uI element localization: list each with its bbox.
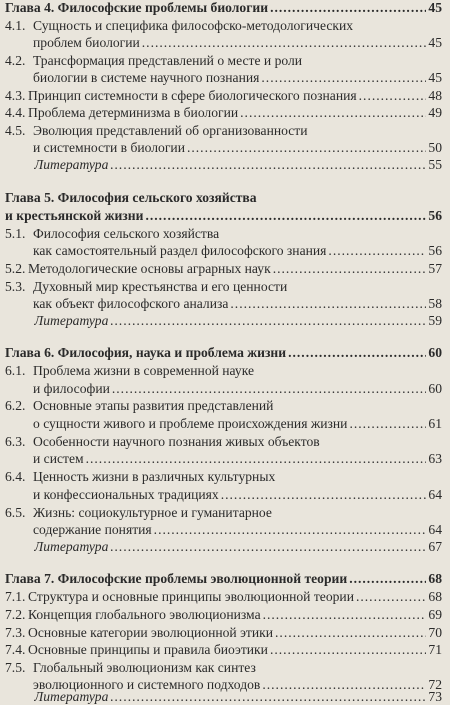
entry-number: 4.2.: [5, 53, 26, 68]
page-number: 49: [428, 105, 442, 120]
toc-entry-6-2-cont[interactable]: [33, 416, 442, 432]
entry-title: Жизнь: социокультурное и гуманитарное: [33, 505, 272, 520]
entry-number: 7.4.: [5, 642, 26, 657]
toc-entry-7-2[interactable]: [0, 607, 450, 623]
entry-title: и системности в биологии: [33, 140, 185, 155]
chapter-4-heading[interactable]: [5, 0, 442, 16]
dot-leader: [187, 140, 426, 156]
toc-entry-4-1-cont[interactable]: [33, 35, 442, 51]
dot-leader: [328, 243, 426, 259]
dot-leader: [273, 261, 427, 277]
dot-leader: [221, 487, 427, 503]
page-number: 71: [428, 642, 442, 657]
page-number: 56: [428, 208, 442, 223]
literature-entry-ch4[interactable]: [34, 157, 442, 173]
entry-title: Эволюция представлений об организованности: [33, 123, 308, 138]
page-number: 64: [428, 522, 442, 537]
entry-title: Особенности научного познания живых объектов: [33, 434, 320, 449]
entry-title: Методологические основы аграрных наук: [28, 261, 271, 276]
dot-leader: [86, 451, 427, 467]
entry-number: 5.1.: [5, 226, 26, 241]
entry-number: 6.2.: [5, 398, 26, 413]
literature-entry-ch5[interactable]: [34, 313, 442, 329]
toc-entry-6-5-cont[interactable]: [33, 522, 442, 538]
literature-entry-ch6[interactable]: [34, 539, 442, 555]
page-number: 60: [428, 381, 442, 396]
dot-leader: [154, 522, 427, 538]
dot-leader: [270, 0, 426, 16]
dot-leader: [110, 689, 426, 705]
entry-title: биологии в системе научного познания: [33, 70, 260, 85]
entry-title: Философия сельского хозяйства: [33, 226, 220, 241]
chapter-title: Глава 5. Философия сельского хозяйства: [5, 190, 257, 205]
page-number: 68: [428, 571, 442, 586]
entry-title: Сущность и специфика философско-методологических: [33, 18, 354, 33]
entry-title: содержание понятия: [33, 522, 152, 537]
dot-leader: [349, 416, 426, 432]
page-number: 50: [428, 140, 442, 155]
dot-leader: [356, 589, 426, 605]
toc-entry-5-1-cont[interactable]: [33, 243, 442, 259]
entry-title: как самостоятельный раздел философского знания: [33, 243, 327, 258]
dot-leader: [349, 571, 426, 587]
entry-number: 6.1.: [5, 363, 26, 378]
chapter-title: Глава 4. Философские проблемы биологии: [5, 0, 269, 15]
dot-leader: [275, 625, 426, 641]
dot-leader: [145, 208, 426, 224]
chapter-7-heading[interactable]: [5, 571, 442, 587]
literature-label: Литература: [34, 539, 109, 554]
chapter-6-heading[interactable]: [5, 345, 442, 361]
literature-entry-ch7[interactable]: [34, 689, 442, 705]
dot-leader: [359, 88, 427, 104]
entry-title: Принцип системности в сфере биологического познания: [28, 88, 357, 103]
page-number: 68: [428, 589, 442, 604]
entry-title: проблем биологии: [33, 35, 140, 50]
entry-number: 7.2.: [5, 607, 26, 622]
toc-entry-7-1[interactable]: [0, 589, 450, 605]
entry-title: Основные этапы развития представлений: [33, 398, 274, 413]
entry-title: Духовный мир крестьянства и его ценности: [33, 279, 288, 294]
page-number: 61: [428, 416, 442, 431]
entry-number: 6.3.: [5, 434, 26, 449]
page-number: 70: [428, 625, 442, 640]
dot-leader: [263, 607, 427, 623]
entry-title: и философии: [33, 381, 110, 396]
entry-number: 4.3.: [5, 88, 26, 103]
chapter-5-heading[interactable]: [5, 190, 442, 206]
page-number: 72: [428, 677, 442, 692]
dot-leader: [230, 296, 426, 312]
literature-label: Литература: [34, 313, 109, 328]
toc-entry-7-3[interactable]: [0, 625, 450, 641]
dot-leader: [112, 381, 427, 397]
toc-entry-4-5-cont[interactable]: [33, 140, 442, 156]
page-number: 64: [428, 487, 442, 502]
entry-title: Ценность жизни в различных культурных: [33, 469, 276, 484]
entry-number: 7.1.: [5, 589, 26, 604]
dot-leader: [110, 539, 426, 555]
page-number: 59: [428, 313, 442, 328]
dot-leader: [261, 70, 426, 86]
entry-title: Проблема детерминизма в биологии: [28, 105, 239, 120]
dot-leader: [240, 105, 426, 121]
entry-number: 7.5.: [5, 660, 26, 675]
entry-title: Проблема жизни в современной науке: [33, 363, 254, 378]
page-number: 48: [428, 88, 442, 103]
entry-title: Структура и основные принципы эволюционной теории: [28, 589, 354, 604]
toc-entry-6-1-cont[interactable]: [33, 381, 442, 397]
toc-entry-5-2[interactable]: [0, 261, 450, 277]
dot-leader: [270, 642, 426, 658]
entry-number: 4.5.: [5, 123, 26, 138]
toc-entry-6-3-cont[interactable]: [33, 451, 442, 467]
toc-entry-4-2-cont[interactable]: [33, 70, 442, 86]
entry-title: и систем: [33, 451, 84, 466]
page-number: 63: [428, 451, 442, 466]
chapter-5-heading-cont[interactable]: [5, 208, 442, 224]
page-number: 57: [428, 261, 442, 276]
entry-title: Основные категории эволюционной этики: [28, 625, 274, 640]
page-number: 56: [428, 243, 442, 258]
page-number: 45: [428, 70, 442, 85]
page-number: 69: [428, 607, 442, 622]
entry-title: Концепция глобального эволюционизма: [28, 607, 261, 622]
literature-label: Литература: [34, 157, 109, 172]
entry-title: о сущности живого и проблеме происхождения жизни: [33, 416, 348, 431]
dot-leader: [142, 35, 427, 51]
chapter-title: Глава 6. Философия, наука и проблема жизни: [5, 345, 287, 360]
chapter-title: и крестьянской жизни: [5, 208, 144, 223]
entry-number: 5.2.: [5, 261, 26, 276]
toc-entry-6-4-cont[interactable]: [33, 487, 442, 503]
dot-leader: [288, 345, 426, 361]
page-number: 60: [428, 345, 442, 360]
entry-number: 4.4.: [5, 105, 26, 120]
entry-title: Основные принципы и правила биоэтики: [28, 642, 268, 657]
entry-number: 5.3.: [5, 279, 26, 294]
toc-entry-4-4[interactable]: [0, 105, 450, 121]
literature-label: Литература: [34, 689, 109, 704]
toc-entry-4-3[interactable]: [0, 88, 450, 104]
entry-number: 4.1.: [5, 18, 26, 33]
chapter-title: Глава 7. Философские проблемы эволюционной теории: [5, 571, 348, 586]
entry-number: 6.4.: [5, 469, 26, 484]
entry-title: эволюционного и системного подходов: [33, 677, 261, 692]
page-number: 45: [428, 0, 442, 15]
entry-title: и конфессиональных традициях: [33, 487, 219, 502]
page-number: 45: [428, 35, 442, 50]
dot-leader: [110, 157, 426, 173]
entry-number: 6.5.: [5, 505, 26, 520]
entry-title: Глобальный эволюционизм как синтез: [33, 660, 256, 675]
dot-leader: [110, 313, 426, 329]
entry-title: Трансформация представлений о месте и роли: [33, 53, 303, 68]
entry-title: как объект философского анализа: [33, 296, 229, 311]
page-number: 58: [428, 296, 442, 311]
toc-entry-7-4[interactable]: [0, 642, 450, 658]
page-number: 73: [428, 689, 442, 704]
page-number: 67: [428, 539, 442, 554]
toc-entry-5-3-cont[interactable]: [33, 296, 442, 312]
page-number: 55: [428, 157, 442, 172]
entry-number: 7.3.: [5, 625, 26, 640]
